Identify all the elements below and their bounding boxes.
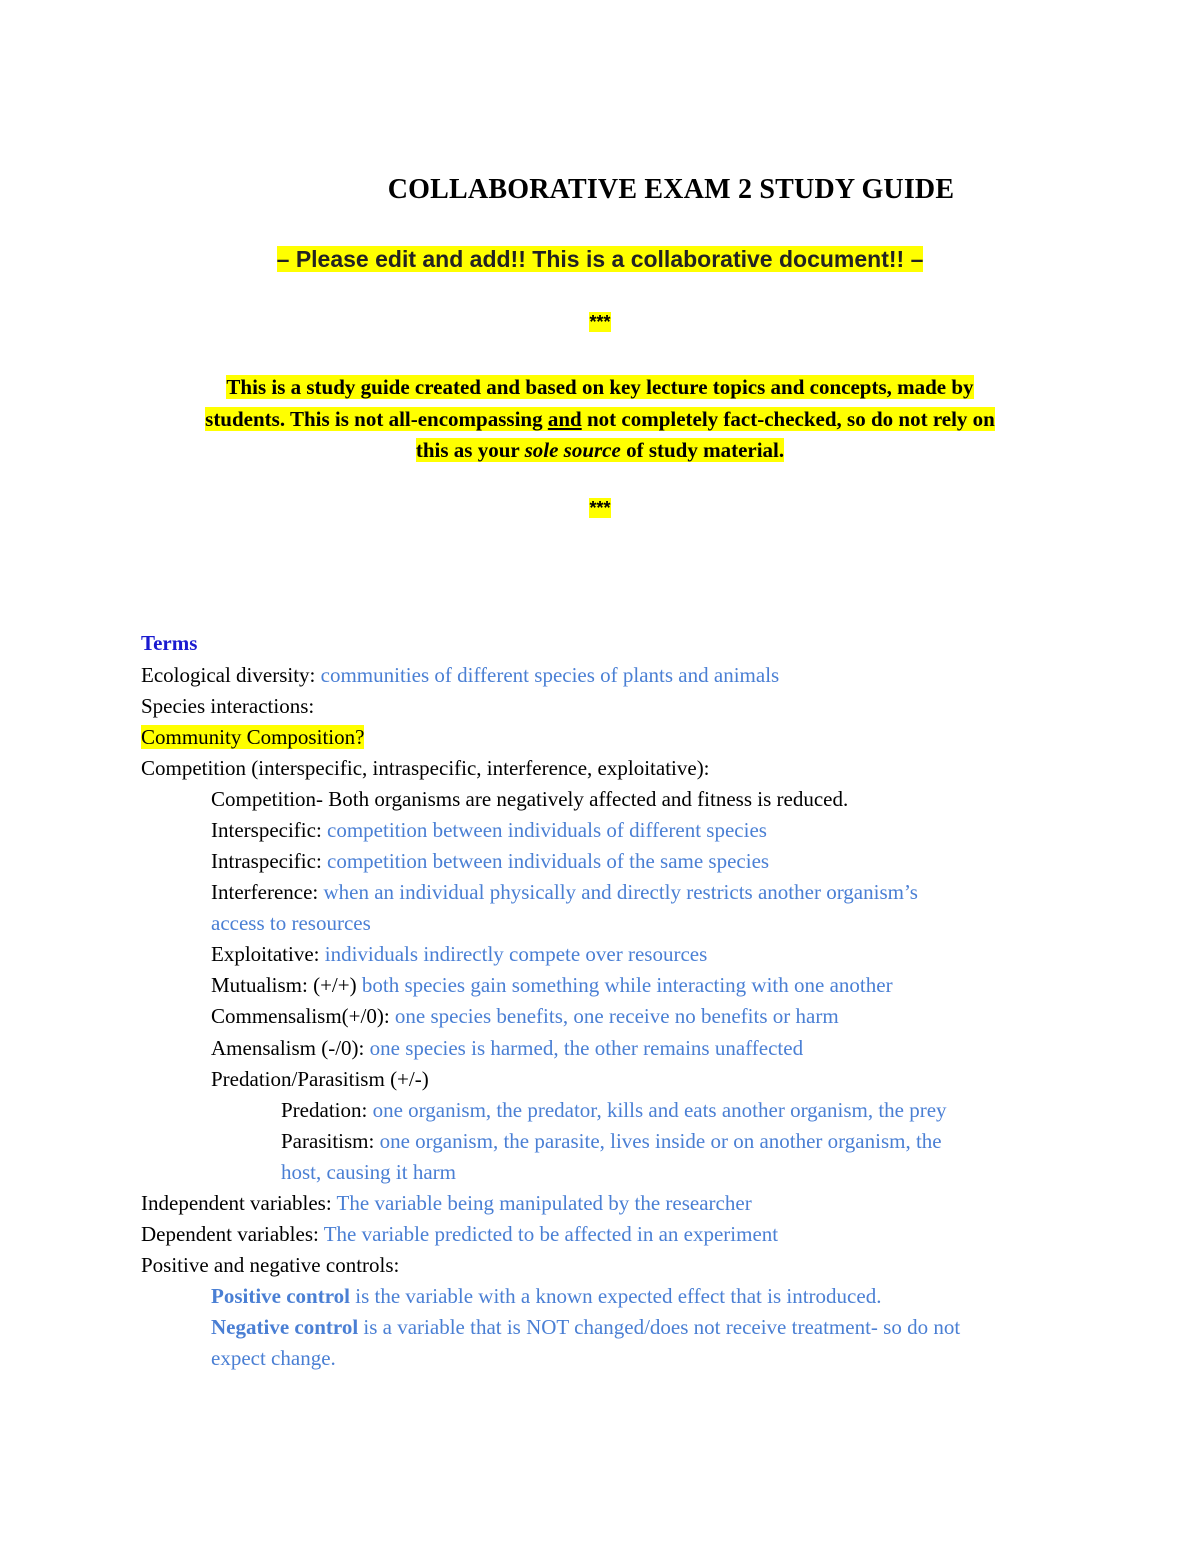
terms-heading: Terms — [141, 631, 198, 655]
term-parasitism-cont: host, causing it harm — [281, 1160, 456, 1184]
term-positive-control: Positive control is the variable with a known expected effect that is introduced. — [211, 1284, 882, 1308]
disclaimer-line-1: This is a study guide created and based on key lecture topics and concepts, made by — [226, 375, 974, 399]
term-competition: Competition- Both organisms are negatively affected and fitness is reduced. — [211, 787, 849, 811]
term-controls: Positive and negative controls: — [141, 1253, 400, 1277]
term-independent-variables: Independent variables: The variable being manipulated by the researcher — [141, 1191, 752, 1215]
term-mutualism: Mutualism: (+/+) both species gain something while interacting with one another — [211, 973, 893, 997]
collaborative-note-text: – Please edit and add!! This is a collaborative document!! – — [276, 246, 924, 272]
term-predation-parasitism: Predation/Parasitism (+/-) — [211, 1067, 429, 1091]
term-negative-control: Negative control is a variable that is NOT changed/does not receive treatment- so do not — [211, 1315, 961, 1339]
disclaimer-line-2: students. This is not all-encompassing and not completely fact-checked, so do not rely on — [205, 406, 995, 431]
term-amensalism: Amensalism (-/0): one species is harmed, the other remains unaffected — [211, 1036, 804, 1060]
term-exploitative: Exploitative: individuals indirectly compete over resources — [211, 942, 708, 966]
separator-stars-bottom — [0, 498, 1200, 519]
term-parasitism: Parasitism: one organism, the parasite, lives inside or on another organism, the — [281, 1129, 942, 1153]
stars-text: *** — [589, 312, 611, 332]
term-interspecific: Interspecific: competition between individuals of different species — [211, 818, 767, 842]
underlined-and: and — [547, 406, 582, 431]
term-negative-control-cont: expect change. — [211, 1346, 336, 1370]
term-dependent-variables: Dependent variables: The variable predicted to be affected in an experiment — [141, 1222, 779, 1246]
collaborative-note — [0, 246, 1200, 273]
term-commensalism: Commensalism(+/0): one species benefits, one receive no benefits or harm — [211, 1004, 839, 1028]
disclaimer — [0, 372, 1200, 467]
sole-source-emphasis: sole source — [524, 438, 621, 462]
term-species-interactions: Species interactions: — [141, 694, 315, 718]
term-competition-types: Competition (interspecific, intraspecific, interference, exploitative): — [141, 756, 710, 780]
page-title: COLLABORATIVE EXAM 2 STUDY GUIDE — [387, 174, 955, 205]
term-intraspecific: Intraspecific: competition between individuals of the same species — [211, 849, 770, 873]
term-interference: Interference: when an individual physically and directly restricts another organism’s — [211, 880, 918, 904]
term-predation: Predation: one organism, the predator, kills and eats another organism, the prey — [281, 1098, 947, 1122]
term-ecological-diversity: Ecological diversity: communities of different species of plants and animals — [141, 663, 780, 687]
separator-stars-top — [0, 312, 1200, 333]
disclaimer-line-3: this as your sole source of study material. — [415, 438, 785, 462]
term-community-composition: Community Composition? — [141, 725, 365, 749]
term-interference-cont: access to resources — [211, 911, 371, 935]
stars-text: *** — [589, 498, 611, 518]
